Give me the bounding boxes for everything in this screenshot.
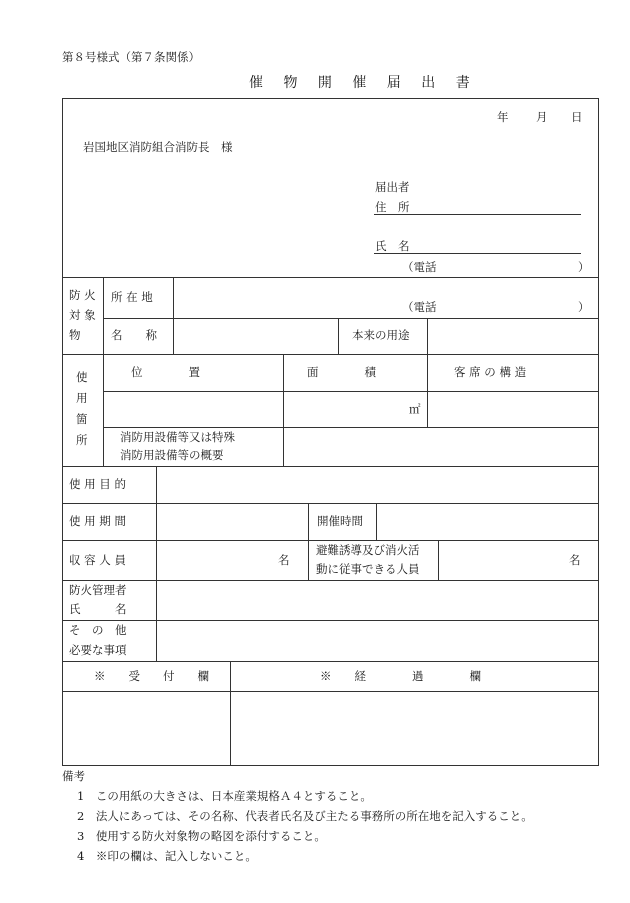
- original-purpose-label: 本来の用途: [352, 328, 410, 342]
- usage-purpose-label: 使 用 目 的: [69, 477, 126, 491]
- fire-manager-field[interactable]: [157, 581, 598, 620]
- note-item: 3 使用する防火対象物の略図を添付すること。: [77, 829, 326, 843]
- usage-period-field[interactable]: [157, 504, 308, 540]
- equipment-field[interactable]: [284, 428, 598, 466]
- progress-box-label: ※ 経 過 欄: [320, 669, 481, 683]
- target-label-line1: 防 火: [69, 288, 96, 302]
- evac-staff-label-line2: 動に従事できる人員: [316, 562, 420, 576]
- position-label: 位 置: [131, 365, 200, 379]
- location-field[interactable]: [174, 278, 598, 318]
- note-item: 2 法人にあっては、その名称、代表者氏名及び主たる事務所の所在地を記入すること。: [77, 809, 533, 823]
- original-purpose-field[interactable]: [428, 319, 598, 354]
- applicant-name-field[interactable]: [374, 253, 581, 254]
- target-phone-close: ）: [578, 300, 590, 314]
- reception-box-label: ※ 受 付 欄: [94, 669, 209, 683]
- date-month-label: 月: [536, 110, 548, 124]
- seat-structure-label: 客 席 の 構 造: [454, 365, 527, 379]
- equipment-label-line1: 消防用設備等又は特殊: [120, 430, 235, 444]
- usage-period-label: 使 用 期 間: [69, 514, 126, 528]
- area-label: 面 積: [307, 365, 376, 379]
- reception-box: [63, 692, 230, 765]
- area-field[interactable]: [284, 392, 427, 427]
- usage-place-char-4: 所: [76, 433, 88, 447]
- usage-place-char-1: 使: [76, 370, 88, 384]
- addressee: 岩国地区消防組合消防長 様: [83, 140, 233, 154]
- equipment-label-line2: 消防用設備等の概要: [120, 448, 224, 462]
- note-item: 4 ※印の欄は、記入しないこと。: [77, 849, 257, 863]
- form-number: 第８号様式（第７条関係）: [62, 50, 200, 64]
- applicant-phone-close: ）: [578, 260, 590, 274]
- other-label-line2: 必要な事項: [69, 643, 127, 657]
- event-hours-field[interactable]: [377, 504, 598, 540]
- form-title: 催 物 開 催 届 出 書: [249, 75, 478, 91]
- evac-staff-label-line1: 避難誘導及び消火活: [316, 543, 420, 557]
- capacity-label: 収 容 人 員: [69, 553, 126, 567]
- fire-manager-label-line1: 防火管理者: [69, 583, 127, 597]
- target-label-line3: 物: [69, 328, 81, 342]
- notes-heading: 備考: [62, 769, 85, 783]
- location-label: 所 在 地: [111, 290, 153, 304]
- usage-place-char-3: 箇: [76, 412, 88, 426]
- fire-manager-label-line2: 氏 名: [69, 602, 127, 616]
- target-name-label: 名 称: [111, 328, 157, 342]
- seat-structure-field[interactable]: [428, 392, 598, 427]
- capacity-unit: 名: [278, 553, 290, 567]
- position-field[interactable]: [104, 392, 283, 427]
- date-year-label: 年: [497, 110, 509, 124]
- progress-box: [231, 692, 598, 765]
- area-unit: ㎡: [409, 402, 421, 416]
- target-phone-open: （電話: [402, 300, 437, 314]
- usage-place-char-2: 用: [76, 391, 88, 405]
- target-label-line2: 対 象: [69, 308, 96, 322]
- event-hours-label: 開催時間: [317, 514, 363, 528]
- target-name-field[interactable]: [174, 319, 338, 354]
- applicant-address-field[interactable]: [374, 214, 581, 215]
- other-field[interactable]: [157, 621, 598, 661]
- evac-staff-unit: 名: [569, 553, 581, 567]
- applicant-label: 届出者: [375, 180, 410, 194]
- usage-purpose-field[interactable]: [157, 467, 598, 503]
- other-label-line1: そ の 他: [69, 623, 127, 637]
- applicant-name-label: 氏 名: [375, 239, 410, 253]
- date-day-label: 日: [571, 110, 583, 124]
- applicant-phone-open: （電話: [402, 260, 437, 274]
- applicant-address-label: 住 所: [375, 200, 410, 214]
- note-item: 1 この用紙の大きさは、日本産業規格Ａ４とすること。: [77, 789, 372, 803]
